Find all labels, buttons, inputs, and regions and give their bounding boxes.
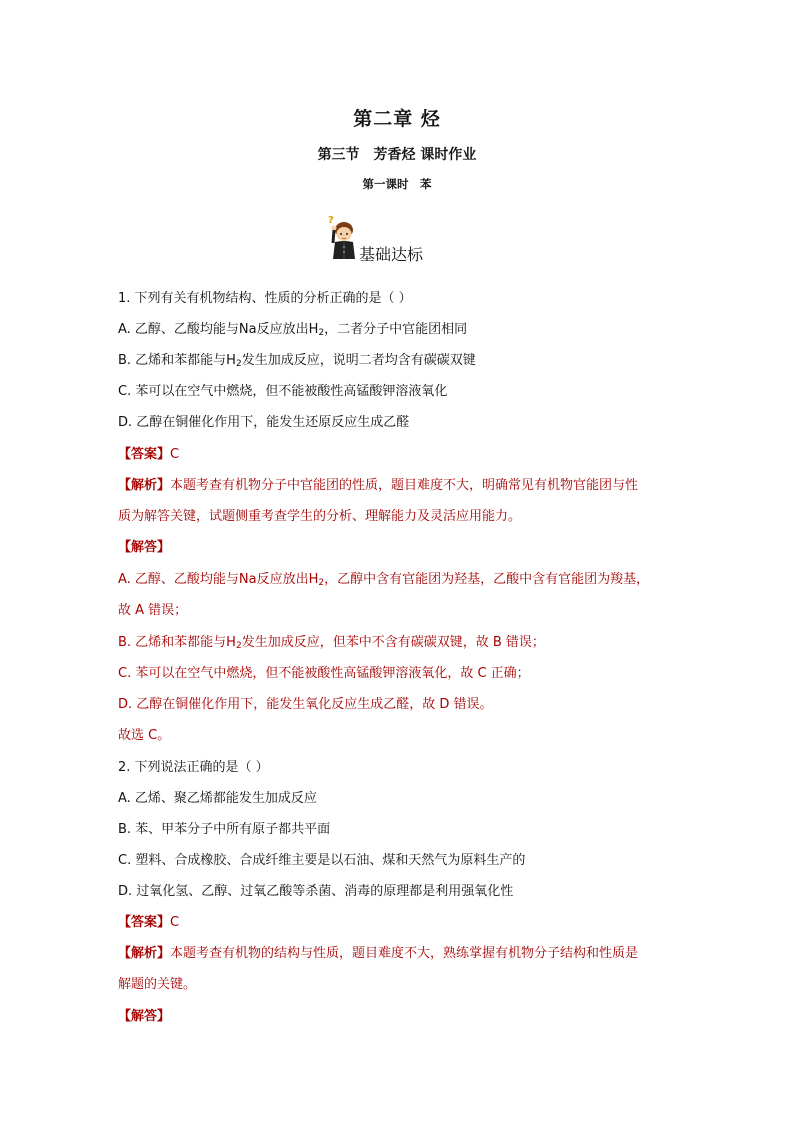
question-2-analysis-cont: 解题的关键。 <box>118 977 197 992</box>
question-1-option-b: B. 乙烯和苯都能与$H_2$发生加成反应，说明二者均含有碳碳双键 <box>118 353 476 369</box>
question-2-option-d: D. 过氧化氢、乙醇、过氧乙酸等杀菌、消毒的原理都是利用强氧化性 <box>118 884 514 899</box>
question-1-solution-a-cont: 故 A 错误； <box>118 603 188 618</box>
question-2-stem: 2. 下列说法正确的是（ ） <box>118 760 269 775</box>
question-1-solution-c: C. 苯可以在空气中燃烧，但不能被酸性高锰酸钾溶液氧化，故 C 正确； <box>118 666 530 681</box>
section-title: 第三节 芳香烃 课时作业 <box>317 147 477 163</box>
question-1-solution-b: B. 乙烯和苯都能与$H_2$发生加成反应，但苯中不含有碳碳双键，故 B 错误； <box>118 635 545 651</box>
question-1-analysis-cont: 质为解答关键，试题侧重考查学生的分析、理解能力及灵活应用能力。 <box>118 509 522 524</box>
question-2-option-a: A. 乙烯、聚乙烯都能发生加成反应 <box>118 791 317 806</box>
question-1-solution-label: 【解答】 <box>118 540 171 555</box>
lesson-title: 第一课时 苯 <box>362 177 432 191</box>
question-2-answer: 【答案】C <box>118 915 180 930</box>
question-1-solution-d: D. 乙醇在铜催化作用下，能发生氧化反应生成乙醛，故 D 错误。 <box>118 697 493 712</box>
banner-label: 基础达标 <box>359 245 424 264</box>
thinking-student-icon <box>327 213 361 263</box>
chapter-title: 第二章 烃 <box>353 108 441 130</box>
question-2-option-b: B. 苯、甲苯分子中所有原子都共平面 <box>118 822 331 837</box>
question-1-option-d: D. 乙醇在铜催化作用下，能发生还原反应生成乙醛 <box>118 415 410 430</box>
question-1-solution-a: A. 乙醇、乙酸均能与Na反应放出$H_2$，乙醇中含有官能团为羟基，乙酸中含有官能团为羧基， <box>118 572 650 588</box>
question-1-option-a: A. 乙醇、乙酸均能与Na反应放出$H_2$，二者分子中官能团相同 <box>118 322 468 338</box>
question-1-answer: 【答案】C <box>118 447 180 462</box>
question-1-conclusion: 故选 C。 <box>118 728 171 743</box>
question-1-stem: 1. 下列有关有机物结构、性质的分析正确的是（ ） <box>118 291 412 306</box>
svg-text:?: ? <box>328 215 334 226</box>
question-1-option-c: C. 苯可以在空气中燃烧，但不能被酸性高锰酸钾溶液氧化 <box>118 384 448 399</box>
question-2-option-c: C. 塑料、合成橡胶、合成纤维主要是以石油、煤和天然气为原料生产的 <box>118 853 526 868</box>
question-1-analysis: 【解析】本题考查有机物分子中官能团的性质，题目难度不大，明确常见有机物官能团与性 <box>118 478 639 493</box>
question-2-analysis: 【解析】本题考查有机物的结构与性质，题目难度不大，熟练掌握有机物分子结构和性质是 <box>118 946 639 961</box>
question-2-solution-label: 【解答】 <box>118 1009 171 1024</box>
